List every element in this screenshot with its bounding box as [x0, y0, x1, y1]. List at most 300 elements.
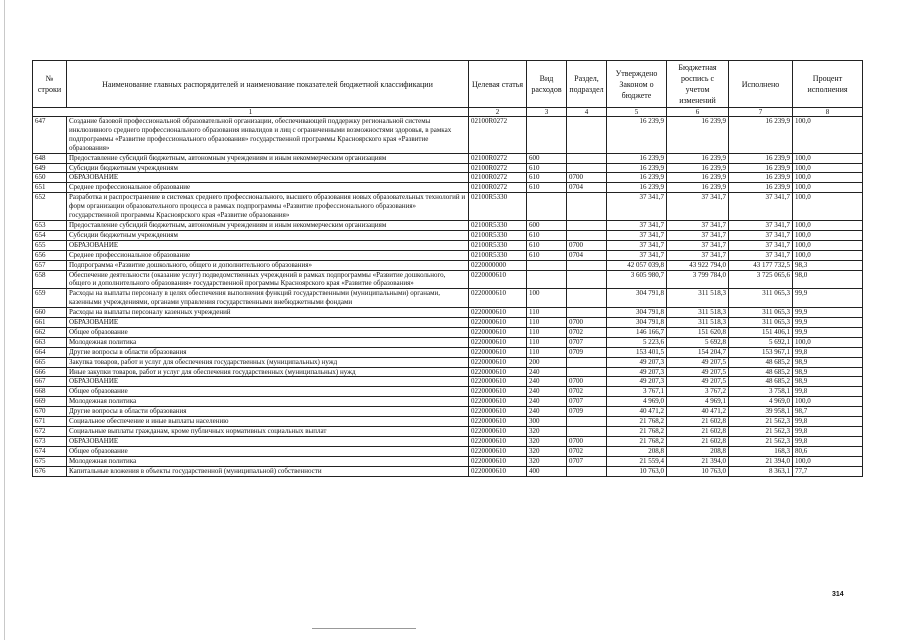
row-name: Создание базовой профессиональной образовательной организации, обеспечивающей поддержку региональной системы инклюзивного среднего профессионального образования инвалидов и лиц с ограниченными возможностями здоровья, в рамках подпрограммы «Развитие профессионального образования» государственной программы Красноярского края «Развитие образования»	[67, 117, 469, 154]
row-executed: 37 341,7	[729, 240, 793, 250]
row-expense-type: 100	[527, 289, 567, 308]
row-percent: 100,0	[793, 163, 863, 173]
row-executed: 37 341,7	[729, 220, 793, 230]
row-section: 0707	[567, 337, 607, 347]
table-row	[33, 153, 863, 163]
row-number: 661	[33, 318, 67, 328]
row-approved: 37 341,7	[607, 240, 667, 250]
row-target-article: 02100R5330	[469, 240, 527, 250]
row-scheduled: 49 207,5	[667, 377, 729, 387]
header-expense-type: Вид расходов	[527, 61, 567, 108]
row-section	[567, 220, 607, 230]
row-approved: 3 605 980,7	[607, 270, 667, 289]
row-expense-type: 240	[527, 377, 567, 387]
row-expense-type	[527, 193, 567, 221]
row-scheduled: 16 239,9	[667, 153, 729, 163]
column-number-4: 4	[567, 108, 607, 117]
row-expense-type: 110	[527, 337, 567, 347]
row-name: Капитальные вложения в объекты государственной (муниципальной) собственности	[67, 466, 469, 476]
row-approved: 4 969,0	[607, 397, 667, 407]
column-number-8: 8	[793, 108, 863, 117]
row-expense-type: 110	[527, 347, 567, 357]
row-name: Закупка товаров, работ и услуг для обеспечения государственных (муниципальных) нужд	[67, 357, 469, 367]
row-approved: 16 239,9	[607, 183, 667, 193]
row-expense-type: 610	[527, 230, 567, 240]
header-row-number: № строки	[33, 61, 67, 108]
row-percent: 100,0	[793, 456, 863, 466]
row-scheduled: 3 799 784,0	[667, 270, 729, 289]
row-section	[567, 153, 607, 163]
row-number: 668	[33, 387, 67, 397]
row-percent: 99,8	[793, 387, 863, 397]
row-target-article: 0220000610	[469, 308, 527, 318]
row-expense-type: 240	[527, 387, 567, 397]
row-executed: 16 239,9	[729, 163, 793, 173]
row-executed: 21 394,0	[729, 456, 793, 466]
page-left-edge	[4, 0, 5, 640]
table-row	[33, 183, 863, 193]
row-approved: 3 767,1	[607, 387, 667, 397]
row-section	[567, 230, 607, 240]
row-number: 658	[33, 270, 67, 289]
row-number: 674	[33, 446, 67, 456]
table-row	[33, 407, 863, 417]
row-name: Среднее профессиональное образование	[67, 250, 469, 260]
row-percent: 98,9	[793, 357, 863, 367]
row-executed: 16 239,9	[729, 153, 793, 163]
row-expense-type: 610	[527, 240, 567, 250]
row-percent: 100,0	[793, 117, 863, 154]
row-approved: 49 207,3	[607, 357, 667, 367]
row-executed: 168,3	[729, 446, 793, 456]
row-approved: 42 057 039,8	[607, 260, 667, 270]
row-number: 666	[33, 367, 67, 377]
row-percent: 98,7	[793, 407, 863, 417]
table-row	[33, 220, 863, 230]
row-target-article: 0220000610	[469, 456, 527, 466]
page-number: 314	[832, 591, 844, 598]
row-scheduled: 21 602,8	[667, 417, 729, 427]
table-row	[33, 446, 863, 456]
row-section	[567, 466, 607, 476]
row-section: 0700	[567, 318, 607, 328]
table-row	[33, 357, 863, 367]
row-scheduled: 37 341,7	[667, 250, 729, 260]
table-row	[33, 250, 863, 260]
row-section: 0700	[567, 240, 607, 250]
row-section	[567, 417, 607, 427]
row-target-article: 0220000610	[469, 347, 527, 357]
table-row	[33, 289, 863, 308]
row-executed: 21 562,3	[729, 417, 793, 427]
row-expense-type: 110	[527, 327, 567, 337]
row-percent: 99,8	[793, 347, 863, 357]
row-percent: 98,9	[793, 367, 863, 377]
row-executed: 311 065,3	[729, 308, 793, 318]
row-target-article: 02100R5330	[469, 230, 527, 240]
table-row	[33, 173, 863, 183]
table-row	[33, 347, 863, 357]
row-name: ОБРАЗОВАНИЕ	[67, 318, 469, 328]
row-percent: 100,0	[793, 250, 863, 260]
table-row	[33, 308, 863, 318]
table-row	[33, 436, 863, 446]
row-percent: 98,3	[793, 260, 863, 270]
row-percent: 100,0	[793, 173, 863, 183]
row-number: 647	[33, 117, 67, 154]
row-scheduled: 49 207,5	[667, 357, 729, 367]
row-target-article: 02100R0272	[469, 153, 527, 163]
row-target-article: 0220000610	[469, 377, 527, 387]
row-approved: 37 341,7	[607, 193, 667, 221]
row-name: ОБРАЗОВАНИЕ	[67, 377, 469, 387]
row-scheduled: 3 767,2	[667, 387, 729, 397]
row-expense-type: 200	[527, 357, 567, 367]
row-executed: 153 967,1	[729, 347, 793, 357]
row-executed: 37 341,7	[729, 250, 793, 260]
row-expense-type: 240	[527, 367, 567, 377]
row-number: 676	[33, 466, 67, 476]
row-executed: 48 685,2	[729, 357, 793, 367]
row-section: 0702	[567, 446, 607, 456]
row-number: 667	[33, 377, 67, 387]
row-number: 665	[33, 357, 67, 367]
row-section: 0700	[567, 377, 607, 387]
row-target-article: 0220000610	[469, 417, 527, 427]
row-number: 653	[33, 220, 67, 230]
header-section: Раздел, подраздел	[567, 61, 607, 108]
row-number: 664	[33, 347, 67, 357]
table-row	[33, 456, 863, 466]
row-approved: 37 341,7	[607, 230, 667, 240]
row-executed: 3 758,1	[729, 387, 793, 397]
row-target-article: 02100R5330	[469, 193, 527, 221]
row-percent: 98,0	[793, 270, 863, 289]
row-percent: 100,0	[793, 153, 863, 163]
table-row	[33, 318, 863, 328]
row-name: Молодежная политика	[67, 397, 469, 407]
row-section: 0709	[567, 407, 607, 417]
row-percent: 99,9	[793, 308, 863, 318]
table-row	[33, 427, 863, 437]
row-executed: 37 341,7	[729, 193, 793, 221]
column-number-1: 1	[33, 108, 469, 117]
row-section	[567, 357, 607, 367]
row-target-article: 0220000610	[469, 407, 527, 417]
row-expense-type: 110	[527, 318, 567, 328]
row-target-article: 0220000610	[469, 466, 527, 476]
row-expense-type: 610	[527, 183, 567, 193]
row-executed: 48 685,2	[729, 367, 793, 377]
row-number: 669	[33, 397, 67, 407]
row-expense-type	[527, 260, 567, 270]
row-name: Предоставление субсидий бюджетным, автономным учреждениям и иным некоммерческим организациям	[67, 220, 469, 230]
row-expense-type: 400	[527, 466, 567, 476]
row-expense-type: 320	[527, 436, 567, 446]
row-name: Подпрограмма «Развитие дошкольного, общего и дополнительного образования»	[67, 260, 469, 270]
row-percent: 100,0	[793, 397, 863, 407]
table-row	[33, 417, 863, 427]
row-approved: 16 239,9	[607, 117, 667, 154]
row-approved: 37 341,7	[607, 220, 667, 230]
row-number: 656	[33, 250, 67, 260]
row-section	[567, 308, 607, 318]
row-name: Обеспечение деятельности (оказание услуг) подведомственных учреждений в рамках подпрограммы «Развитие дошкольного, общего и дополнительного образования» государственной программы Красноярского края «Развитие образования»	[67, 270, 469, 289]
row-expense-type: 240	[527, 397, 567, 407]
row-number: 675	[33, 456, 67, 466]
row-percent: 100,0	[793, 183, 863, 193]
row-executed: 5 692,1	[729, 337, 793, 347]
row-approved: 146 166,7	[607, 327, 667, 337]
row-expense-type: 320	[527, 427, 567, 437]
row-name: Молодежная политика	[67, 456, 469, 466]
row-number: 651	[33, 183, 67, 193]
column-number-3: 3	[527, 108, 567, 117]
row-expense-type: 610	[527, 163, 567, 173]
row-name: Расходы на выплаты персоналу казенных учреждений	[67, 308, 469, 318]
row-scheduled: 5 692,8	[667, 337, 729, 347]
row-expense-type: 600	[527, 153, 567, 163]
row-name: ОБРАЗОВАНИЕ	[67, 436, 469, 446]
row-approved: 21 768,2	[607, 417, 667, 427]
row-expense-type: 300	[527, 417, 567, 427]
row-approved: 5 223,6	[607, 337, 667, 347]
row-scheduled: 311 518,3	[667, 289, 729, 308]
row-section	[567, 367, 607, 377]
row-name: ОБРАЗОВАНИЕ	[67, 173, 469, 183]
row-percent: 99,9	[793, 289, 863, 308]
row-number: 655	[33, 240, 67, 250]
row-name: Субсидии бюджетным учреждениям	[67, 163, 469, 173]
row-percent: 98,9	[793, 377, 863, 387]
row-approved: 16 239,9	[607, 153, 667, 163]
row-executed: 21 562,3	[729, 436, 793, 446]
table-row	[33, 337, 863, 347]
row-percent: 100,0	[793, 337, 863, 347]
row-approved: 49 207,3	[607, 377, 667, 387]
column-number-7: 7	[729, 108, 793, 117]
column-number-row	[33, 108, 863, 117]
row-scheduled: 37 341,7	[667, 240, 729, 250]
row-name: Иные закупки товаров, работ и услуг для обеспечения государственных (муниципальных) нужд	[67, 367, 469, 377]
row-executed: 311 065,3	[729, 289, 793, 308]
row-number: 670	[33, 407, 67, 417]
row-executed: 3 725 065,6	[729, 270, 793, 289]
header-name: Наименование главных распорядителей и наименование показателей бюджетной классификации	[67, 61, 469, 108]
row-number: 662	[33, 327, 67, 337]
row-number: 671	[33, 417, 67, 427]
row-approved: 153 401,5	[607, 347, 667, 357]
row-expense-type	[527, 270, 567, 289]
row-target-article: 02100R5330	[469, 220, 527, 230]
row-section: 0700	[567, 173, 607, 183]
row-target-article: 0220000610	[469, 436, 527, 446]
row-name: Расходы на выплаты персоналу в целях обеспечения выполнения функций государственными (муниципальными) органами, казенными учреждениями, органами управления государственными внебюджетными фондами	[67, 289, 469, 308]
row-percent: 99,8	[793, 417, 863, 427]
header-executed: Исполнено	[729, 61, 793, 108]
row-scheduled: 311 518,3	[667, 308, 729, 318]
table-row	[33, 117, 863, 154]
row-target-article: 02100R0272	[469, 117, 527, 154]
row-approved: 10 763,0	[607, 466, 667, 476]
row-section	[567, 193, 607, 221]
row-executed: 16 239,9	[729, 173, 793, 183]
table-row	[33, 230, 863, 240]
row-approved: 304 791,8	[607, 289, 667, 308]
column-number-5: 5	[607, 108, 667, 117]
row-name: Другие вопросы в области образования	[67, 347, 469, 357]
row-number: 672	[33, 427, 67, 437]
row-percent: 77,7	[793, 466, 863, 476]
row-name: Общее образование	[67, 387, 469, 397]
row-scheduled: 154 204,7	[667, 347, 729, 357]
footer-divider	[312, 628, 416, 629]
row-percent: 99,8	[793, 436, 863, 446]
row-target-article: 0220000000	[469, 260, 527, 270]
row-section	[567, 117, 607, 154]
row-approved: 37 341,7	[607, 250, 667, 260]
column-number-6: 6	[667, 108, 729, 117]
table-row	[33, 260, 863, 270]
row-scheduled: 10 763,0	[667, 466, 729, 476]
row-section	[567, 427, 607, 437]
row-name: Общее образование	[67, 327, 469, 337]
row-target-article: 0220000610	[469, 387, 527, 397]
row-executed: 151 406,1	[729, 327, 793, 337]
row-section: 0704	[567, 250, 607, 260]
row-percent: 100,0	[793, 193, 863, 221]
row-approved: 208,8	[607, 446, 667, 456]
column-number-2: 2	[469, 108, 527, 117]
header-target-article: Целевая статья	[469, 61, 527, 108]
row-executed: 8 363,1	[729, 466, 793, 476]
row-approved: 21 768,2	[607, 436, 667, 446]
row-approved: 49 207,3	[607, 367, 667, 377]
row-name: Социальные выплаты гражданам, кроме публичных нормативных социальных выплат	[67, 427, 469, 437]
row-scheduled: 208,8	[667, 446, 729, 456]
row-number: 650	[33, 173, 67, 183]
row-name: ОБРАЗОВАНИЕ	[67, 240, 469, 250]
row-approved: 304 791,8	[607, 308, 667, 318]
table-row	[33, 270, 863, 289]
row-scheduled: 21 602,8	[667, 436, 729, 446]
row-expense-type: 320	[527, 446, 567, 456]
row-executed: 311 065,3	[729, 318, 793, 328]
budget-table	[32, 60, 863, 477]
row-scheduled: 16 239,9	[667, 163, 729, 173]
table-row	[33, 377, 863, 387]
row-approved: 16 239,9	[607, 173, 667, 183]
row-executed: 4 969,0	[729, 397, 793, 407]
row-target-article: 02100R0272	[469, 163, 527, 173]
row-name: Субсидии бюджетным учреждениям	[67, 230, 469, 240]
row-executed: 43 177 732,5	[729, 260, 793, 270]
row-scheduled: 151 620,8	[667, 327, 729, 337]
row-scheduled: 16 239,9	[667, 117, 729, 154]
row-number: 648	[33, 153, 67, 163]
row-scheduled: 16 239,9	[667, 183, 729, 193]
row-target-article: 0220000610	[469, 427, 527, 437]
row-expense-type: 320	[527, 456, 567, 466]
row-section: 0704	[567, 183, 607, 193]
row-section: 0702	[567, 387, 607, 397]
row-number: 660	[33, 308, 67, 318]
table-row	[33, 367, 863, 377]
row-approved: 40 471,2	[607, 407, 667, 417]
table-row	[33, 387, 863, 397]
row-scheduled: 311 518,3	[667, 318, 729, 328]
row-scheduled: 43 922 794,0	[667, 260, 729, 270]
row-number: 673	[33, 436, 67, 446]
row-percent: 80,6	[793, 446, 863, 456]
row-expense-type: 240	[527, 407, 567, 417]
row-name: Социальное обеспечение и иные выплаты населению	[67, 417, 469, 427]
table-body	[33, 117, 863, 477]
row-section	[567, 270, 607, 289]
row-scheduled: 21 602,8	[667, 427, 729, 437]
row-executed: 21 562,3	[729, 427, 793, 437]
header-row	[33, 61, 863, 108]
table-row	[33, 240, 863, 250]
row-scheduled: 37 341,7	[667, 193, 729, 221]
row-target-article: 0220000610	[469, 289, 527, 308]
row-target-article: 02100R0272	[469, 173, 527, 183]
row-name: Общее образование	[67, 446, 469, 456]
row-target-article: 0220000610	[469, 270, 527, 289]
table-row	[33, 193, 863, 221]
row-target-article: 0220000610	[469, 337, 527, 347]
row-scheduled: 4 969,1	[667, 397, 729, 407]
header-percent: Процент исполнения	[793, 61, 863, 108]
table-row	[33, 397, 863, 407]
row-section: 0707	[567, 397, 607, 407]
row-approved: 21 559,4	[607, 456, 667, 466]
row-target-article: 0220000610	[469, 397, 527, 407]
row-number: 652	[33, 193, 67, 221]
row-section	[567, 289, 607, 308]
row-section: 0707	[567, 456, 607, 466]
row-section	[567, 163, 607, 173]
row-expense-type: 610	[527, 250, 567, 260]
header-approved: Утверждено Законом о бюджете	[607, 61, 667, 108]
row-target-article: 0220000610	[469, 357, 527, 367]
row-target-article: 02100R0272	[469, 183, 527, 193]
row-scheduled: 49 207,5	[667, 367, 729, 377]
row-section: 0700	[567, 436, 607, 446]
row-executed: 39 958,1	[729, 407, 793, 417]
row-scheduled: 37 341,7	[667, 230, 729, 240]
row-expense-type: 610	[527, 173, 567, 183]
row-approved: 304 791,8	[607, 318, 667, 328]
header-scheduled: Бюджетная роспись с учетом изменений	[667, 61, 729, 108]
row-target-article: 02100R5330	[469, 250, 527, 260]
row-expense-type: 600	[527, 220, 567, 230]
row-name: Другие вопросы в области образования	[67, 407, 469, 417]
row-expense-type	[527, 117, 567, 154]
row-section	[567, 260, 607, 270]
table-row	[33, 163, 863, 173]
row-number: 657	[33, 260, 67, 270]
row-approved: 16 239,9	[607, 163, 667, 173]
table-row	[33, 466, 863, 476]
row-percent: 99,8	[793, 427, 863, 437]
row-executed: 16 239,9	[729, 183, 793, 193]
row-name: Среднее профессиональное образование	[67, 183, 469, 193]
row-scheduled: 21 394,0	[667, 456, 729, 466]
row-percent: 99,9	[793, 318, 863, 328]
row-executed: 16 239,9	[729, 117, 793, 154]
row-number: 649	[33, 163, 67, 173]
